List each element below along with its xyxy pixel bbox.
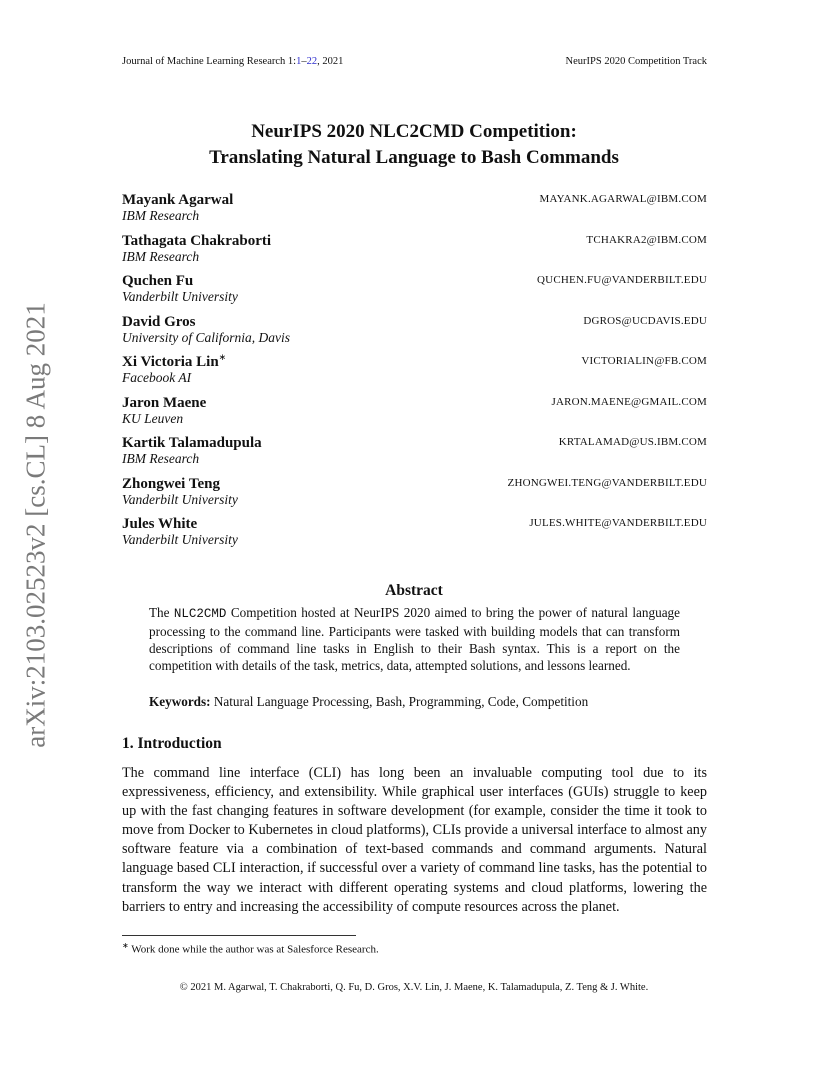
abstract-heading: Abstract (385, 582, 443, 599)
author-name: Zhongwei Teng (122, 475, 220, 492)
title-line-1: NeurIPS 2020 NLC2CMD Competition: (251, 121, 577, 142)
author-affiliation: University of California, Davis (122, 329, 290, 345)
page-link-end[interactable]: 22 (306, 56, 318, 67)
author-email[interactable]: QUCHEN.FU@VANDERBILT.EDU (537, 274, 707, 286)
abstract-text: The NLC2CMD Competition hosted at NeurIPS 2020 aimed to bring the power of natural language processing to the command line. Participants were tasked with building models that can transform descriptions of command line tasks in English to their Bash syntax. This is a report on the competition with details of the task, metrics, data, attempted solutions, and lessons learned. (149, 605, 680, 674)
author-name: Xi Victoria Lin∗ (122, 352, 227, 370)
author-entry (122, 312, 707, 353)
author-affiliation: IBM Research (122, 248, 200, 264)
author-entry (122, 474, 707, 515)
introduction-paragraph: The command line interface (CLI) has long been an invaluable computing tool due to its expressiveness, efficiency, and extensibility. While graphical user interfaces (GUIs) struggle to keep up with the fast changing features in software development (for example, consider the time it took to move from Docker to Kubernetes in cloud platforms), CLIs provide a universal interface to almost any software feature via a combination of text-based commands and command arguments. Natural language based CLI interaction, if successful over a variety of command line tasks, has the potential to transform the way we interact with different operating systems and cloud platforms, lowering the barriers to entry and increasing the accessibility of compute resources across the planet. (122, 765, 707, 915)
footnote-divider (122, 935, 356, 936)
arxiv-identifier: arXiv:2103.02523v2 [cs.CL] 8 Aug 2021 (20, 302, 51, 748)
author-name: David Gros (122, 313, 196, 330)
section-heading-introduction: 1. Introduction (122, 735, 222, 752)
author-email[interactable]: VICTORIALIN@FB.COM (581, 355, 707, 367)
author-email[interactable]: DGROS@UCDAVIS.EDU (583, 314, 707, 327)
copyright-notice: © 2021 M. Agarwal, T. Chakraborti, Q. Fu, D. Gros, X.V. Lin, J. Maene, K. Talamadupula, Z. Teng & J. White. (179, 982, 649, 993)
arxiv-sidebar (16, 290, 56, 760)
author-email[interactable]: KRTALAMAD@US.IBM.COM (558, 436, 707, 448)
author-email[interactable]: ZHONGWEI.TENG@VANDERBILT.EDU (507, 476, 707, 489)
author-affiliation: Facebook AI (122, 370, 192, 385)
footnote: ∗ Work done while the author was at Salesforce Research. (122, 941, 379, 956)
keywords-list: Natural Language Processing, Bash, Programming, Code, Competition (213, 694, 589, 709)
keywords-label: Keywords: (149, 694, 211, 709)
author-affiliation: Vanderbilt University (122, 289, 238, 304)
title-line-2: Translating Natural Language to Bash Commands (209, 147, 619, 168)
author-name: Mayank Agarwal (122, 192, 234, 208)
track-name: NeurIPS 2020 Competition Track (565, 56, 707, 67)
author-entry (122, 514, 707, 555)
code-nlc2cmd: NLC2CMD (173, 607, 227, 621)
author-name: Quchen Fu (122, 273, 194, 289)
author-name: Tathagata Chakraborti (122, 232, 272, 249)
author-entry (122, 393, 707, 434)
author-email[interactable]: JULES.WHITE@VANDERBILT.EDU (529, 517, 707, 529)
author-entry (122, 190, 707, 231)
author-footnote-mark: ∗ (218, 352, 227, 362)
author-email[interactable]: MAYANK.AGARWAL@IBM.COM (539, 193, 707, 205)
author-affiliation: Vanderbilt University (122, 532, 238, 547)
author-entry (122, 231, 707, 272)
author-name: Jaron Maene (122, 394, 207, 411)
author-affiliation: IBM Research (122, 208, 200, 223)
footnote-mark: ∗ (122, 941, 129, 950)
author-entry (122, 271, 707, 312)
author-email[interactable]: JARON.MAENE@GMAIL.COM (551, 395, 707, 408)
author-email[interactable]: TCHAKRA2@IBM.COM (586, 233, 707, 246)
author-name: Jules White (122, 516, 198, 532)
running-header (122, 56, 707, 70)
author-affiliation: Vanderbilt University (122, 491, 238, 507)
page-link-start[interactable]: 1 (296, 56, 302, 67)
journal-citation: Journal of Machine Learning Research 1:1–22, 2021 (122, 56, 344, 67)
author-entry (122, 352, 707, 393)
paper-title (0, 119, 828, 171)
author-affiliation: IBM Research (122, 451, 200, 466)
author-list (122, 190, 707, 555)
author-affiliation: KU Leuven (122, 410, 184, 426)
author-name: Kartik Talamadupula (122, 435, 262, 451)
author-entry (122, 433, 707, 474)
keywords (149, 694, 680, 710)
